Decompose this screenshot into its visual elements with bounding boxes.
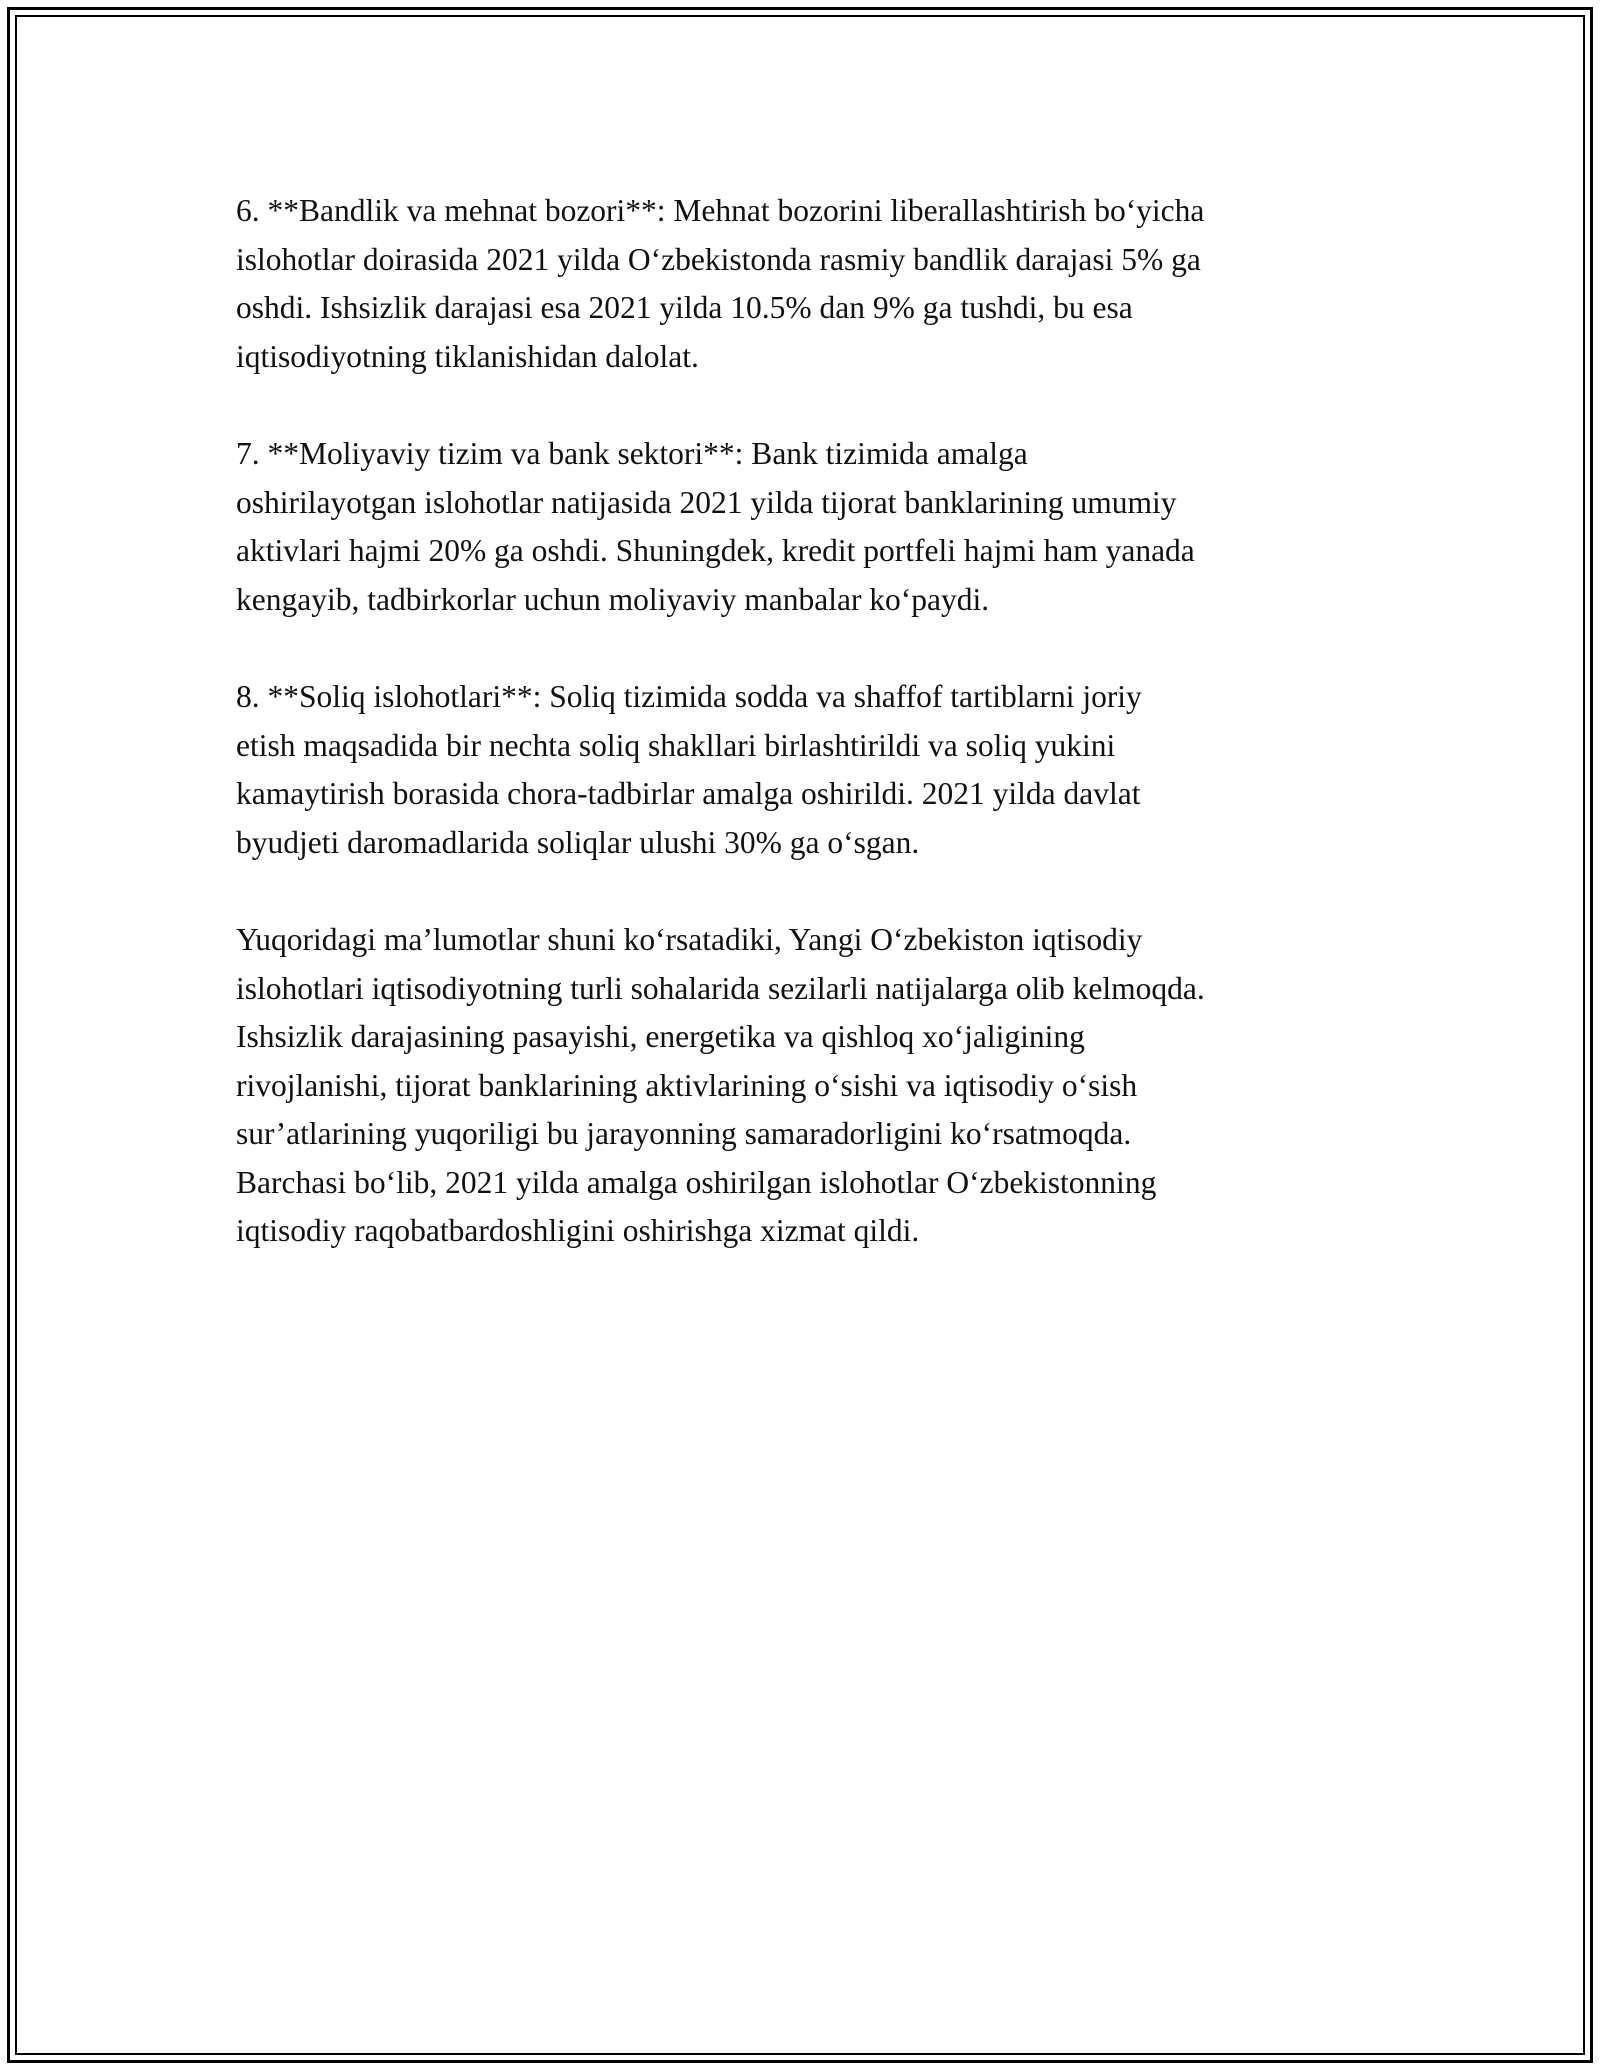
paragraph-tax-reform: 8. **Soliq islohotlari**: Soliq tizimida sodda va shaffof tartiblarni joriy etish maqsadida bir nechta soliq shakllari birlashtirildi va soliq yukini kamaytirish borasida chora-tadbirlar amalga oshirildi. 2021 yilda davlat byudjeti daromadlarida soliqlar ulushi 30% ga o‘sgan. [236, 678, 1142, 860]
paragraph-banking: 7. **Moliyaviy tizim va bank sektori**: Bank tizimida amalga oshirilayotgan islohotlar natijasida 2021 yilda tijorat banklarining umumiy aktivlari hajmi 20% ga oshdi. Shuningdek, kredit portfeli hajmi ham yanada kengayib, tadbirkorlar uchun moliyaviy manbalar ko‘paydi. [236, 435, 1195, 617]
document-body [236, 187, 1386, 1305]
paragraph-employment: 6. **Bandlik va mehnat bozori**: Mehnat bozorini liberallashtirish bo‘yicha islohotlar doirasida 2021 yilda O‘zbekistonda rasmiy bandlik darajasi 5% ga oshdi. Ishsizlik darajasi esa 2021 yilda 10.5% dan 9% ga tushdi, bu esa iqtisodiyotning tiklanishidan dalolat. [236, 193, 1205, 374]
paragraph-conclusion: Yuqoridagi ma’lumotlar shuni ko‘rsatadiki, Yangi O‘zbekiston iqtisodiy islohotlari iqtisodiyotning turli sohalarida sezilarli natijalarga olib kelmoqda. Ishsizlik darajasining pasayishi, energetika va qishloq xo‘jaligining rivojlanishi, tijorat banklarining aktivlarining o‘sishi va iqtisodiy o‘sish sur’atlarining yuqoriligi bu jarayonning samaradorligini ko‘rsatmoqda. Barchasi bo‘lib, 2021 yilda amalga oshirilgan islohotlar O‘zbekistonning iqtisodiy raqobatbardoshligini oshirishga xizmat qildi. [236, 921, 1205, 1249]
